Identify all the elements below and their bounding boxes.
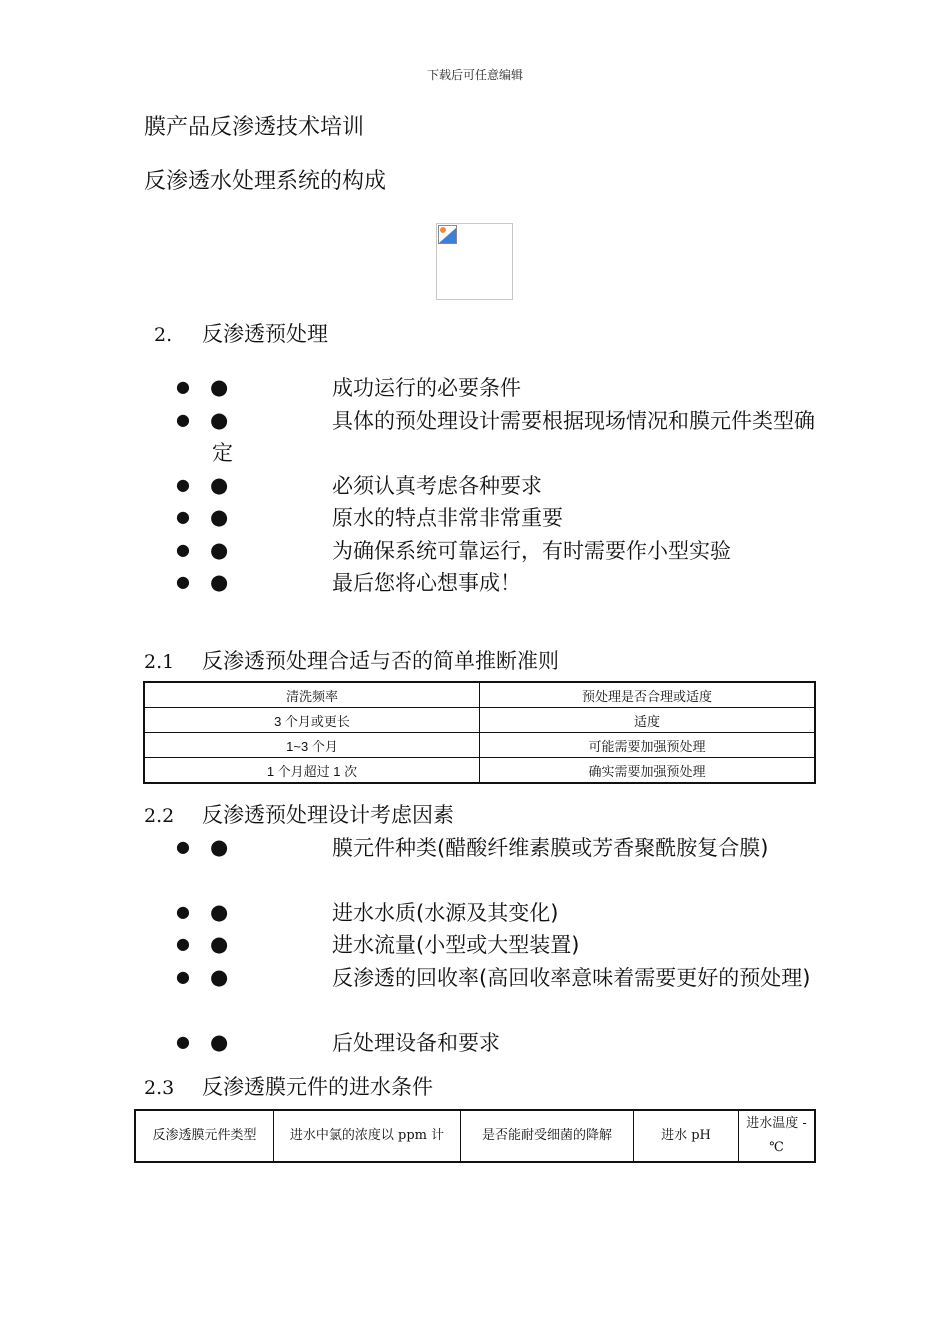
list-item	[176, 832, 816, 864]
table-header-cell: 反渗透膜元件类型	[135, 1110, 274, 1162]
document-subtitle: 反渗透水处理系统的构成	[144, 169, 387, 194]
list-item-text: 为确保系统可靠运行，有时需要作小型实验	[332, 539, 731, 563]
bullet-dot-icon: ●	[210, 900, 229, 924]
list-item-text: 反渗透的回收率(高回收率意味着需要更好的预处理)	[332, 966, 811, 990]
table-row	[144, 758, 815, 784]
table-cell: 1~3 个月	[144, 733, 480, 758]
table-cell: 可能需要加强预处理	[480, 733, 816, 758]
section-2-1-heading	[144, 647, 559, 676]
list-item	[176, 962, 816, 994]
list-item-text: 最后您将心想事成！	[332, 571, 521, 595]
bullet-dot-icon: ●	[210, 1030, 229, 1054]
feed-water-conditions-table	[134, 1109, 816, 1163]
section-number: 2.2	[144, 805, 175, 827]
section-number: 2.3	[144, 1077, 175, 1099]
table-header-cell: 清洗频率	[144, 682, 480, 708]
table-cell: 适度	[480, 708, 816, 733]
section-title: 反渗透膜元件的进水条件	[202, 1075, 433, 1099]
list-item	[176, 372, 816, 404]
table-cell: 3 个月或更长	[144, 708, 480, 733]
table-row	[144, 708, 815, 733]
bullet-dot-icon: ●	[210, 505, 229, 529]
bullet-dot-icon: ●	[176, 410, 190, 429]
list-item-text: 成功运行的必要条件	[332, 376, 521, 400]
section-title: 反渗透预处理设计考虑因素	[202, 803, 454, 827]
section-number: 2.1	[144, 651, 175, 673]
bullet-dot-icon: ●	[210, 835, 229, 859]
section-number: 2.	[154, 324, 173, 346]
header-note: 下载后可任意编辑	[426, 68, 523, 82]
bullet-dot-icon: ●	[176, 475, 190, 494]
section-2-3-heading	[144, 1073, 433, 1102]
bullet-dot-icon: ●	[210, 408, 229, 432]
bullet-dot-icon: ●	[176, 902, 190, 921]
table-cell: 确实需要加强预处理	[480, 758, 816, 784]
table-row	[144, 733, 815, 758]
bullet-dot-icon: ●	[210, 932, 229, 956]
list-item	[176, 470, 816, 502]
list-item-text: 后处理设备和要求	[332, 1031, 500, 1055]
table-cell: 1 个月超过 1 次	[144, 758, 480, 784]
bullet-dot-icon: ●	[176, 377, 190, 396]
bullet-dot-icon: ●	[210, 570, 229, 594]
table-header-cell: 进水中氯的浓度以 ppm 计	[274, 1110, 461, 1162]
list-item	[176, 502, 816, 534]
bullet-dot-icon: ●	[176, 837, 190, 856]
list-item-text: 原水的特点非常非常重要	[332, 506, 563, 530]
list-item-text: 必须认真考虑各种要求	[332, 474, 542, 498]
bullet-dot-icon: ●	[210, 473, 229, 497]
bullet-dot-icon: ●	[176, 967, 190, 986]
list-item-text: 进水水质(水源及其变化)	[332, 901, 559, 925]
bullet-dot-icon: ●	[210, 538, 229, 562]
list-item	[176, 405, 816, 469]
bullet-dot-icon: ●	[210, 375, 229, 399]
table-header-cell: 预处理是否合理或适度	[480, 682, 816, 708]
section-title: 反渗透预处理	[202, 322, 328, 346]
cleaning-frequency-table	[143, 681, 816, 784]
bullet-dot-icon: ●	[176, 572, 190, 591]
list-item	[176, 929, 816, 961]
table-header-row	[144, 682, 815, 708]
section-2-heading	[154, 320, 328, 349]
list-item-text: 膜元件种类(醋酸纤维素膜或芳香聚酰胺复合膜)	[332, 836, 769, 860]
bullet-dot-icon: ●	[176, 1032, 190, 1051]
bullet-dot-icon: ●	[176, 507, 190, 526]
section-2-2-heading	[144, 801, 454, 830]
broken-image-icon	[438, 225, 457, 244]
section-title: 反渗透预处理合适与否的简单推断准则	[202, 649, 559, 673]
list-item-text: 进水流量(小型或大型装置)	[332, 933, 580, 957]
table-header-cell: 进水温度 - ℃	[739, 1110, 816, 1162]
list-item	[176, 567, 816, 599]
list-item	[176, 897, 816, 929]
bullet-dot-icon: ●	[176, 540, 190, 559]
document-title: 膜产品反渗透技术培训	[144, 115, 365, 140]
broken-image-placeholder	[436, 223, 513, 300]
list-item	[176, 1027, 816, 1059]
list-item-text: 具体的预处理设计需要根据现场情况和膜元件类型确定	[212, 409, 815, 465]
table-header-cell: 进水 pH	[634, 1110, 739, 1162]
bullet-dot-icon: ●	[176, 934, 190, 953]
table-header-cell: 是否能耐受细菌的降解	[461, 1110, 634, 1162]
table-header-row	[135, 1110, 815, 1162]
bullet-dot-icon: ●	[210, 965, 229, 989]
list-item	[176, 535, 816, 567]
